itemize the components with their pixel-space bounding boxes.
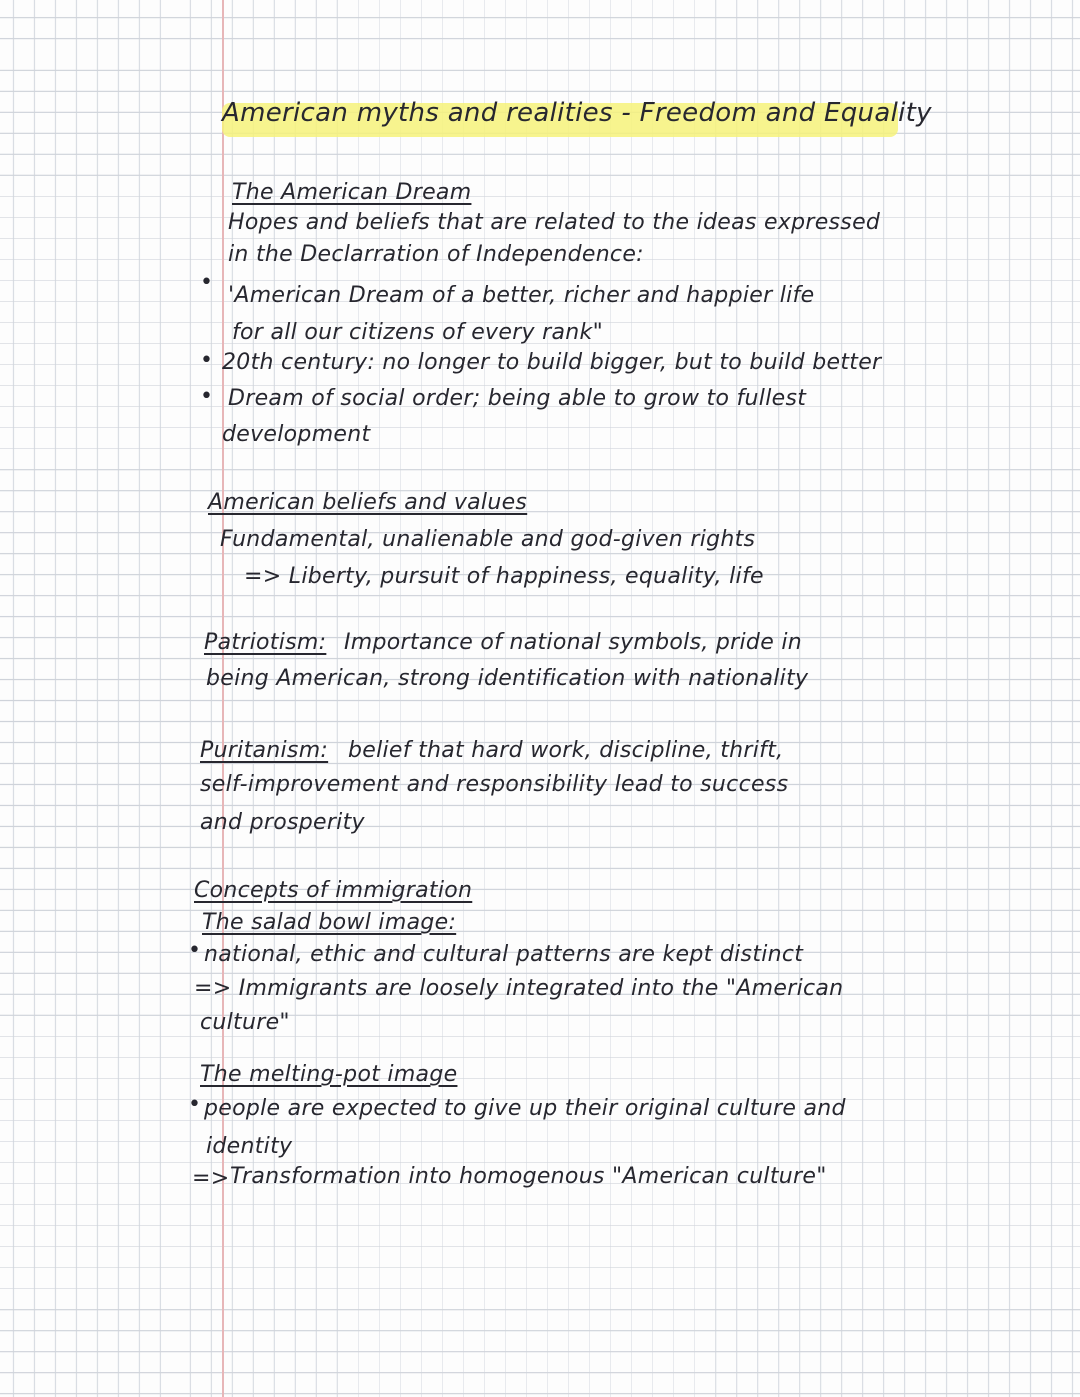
text-line: Transformation into homogenous "American culture" — [230, 1164, 827, 1189]
text-line: 'American Dream of a better, richer and happier life — [228, 283, 815, 308]
text-line: Importance of national symbols, pride in — [344, 630, 802, 655]
label-puritanism: Puritanism: — [200, 738, 329, 763]
bullet-dot: • — [200, 270, 214, 295]
text-line: for all our citizens of every rank" — [232, 320, 603, 345]
section-heading-immigration: Concepts of immigration — [194, 878, 473, 903]
bullet-dot: • — [188, 938, 202, 963]
text-line: development — [222, 422, 371, 447]
subheading-salad-bowl: The salad bowl image: — [202, 910, 457, 935]
subheading-melting-pot: The melting-pot image — [200, 1062, 458, 1087]
text-line: national, ethic and cultural patterns are kept distinct — [204, 942, 804, 967]
text-line: people are expected to give up their original culture and — [204, 1096, 846, 1121]
text-line: in the Declarration of Independence: — [228, 242, 644, 267]
arrow-symbol: => — [192, 1166, 230, 1191]
text-line: being American, strong identification with nationality — [206, 666, 809, 691]
bullet-dot: • — [188, 1092, 202, 1117]
section-heading-beliefs: American beliefs and values — [208, 490, 528, 515]
text-line: Fundamental, unalienable and god-given rights — [220, 527, 756, 552]
text-line: 20th century: no longer to build bigger, but to build better — [222, 350, 882, 375]
label-patriotism: Patriotism: — [204, 630, 327, 655]
text-line: self-improvement and responsibility lead to success — [200, 772, 789, 797]
page-title: American myths and realities - Freedom and Equality — [222, 98, 932, 128]
text-line: belief that hard work, discipline, thrift, — [348, 738, 784, 763]
text-line: and prosperity — [200, 810, 365, 835]
text-line: Hopes and beliefs that are related to the ideas expressed — [228, 210, 881, 235]
bullet-dot: • — [200, 384, 214, 409]
text-line: culture" — [200, 1010, 290, 1035]
section-heading-american-dream: The American Dream — [232, 180, 472, 205]
text-line: identity — [206, 1134, 293, 1159]
bullet-dot: • — [200, 348, 214, 373]
text-line: => Liberty, pursuit of happiness, equality, life — [244, 564, 764, 589]
text-line: Dream of social order; being able to grow to fullest — [228, 386, 807, 411]
text-line: => Immigrants are loosely integrated into the "American — [194, 976, 844, 1001]
